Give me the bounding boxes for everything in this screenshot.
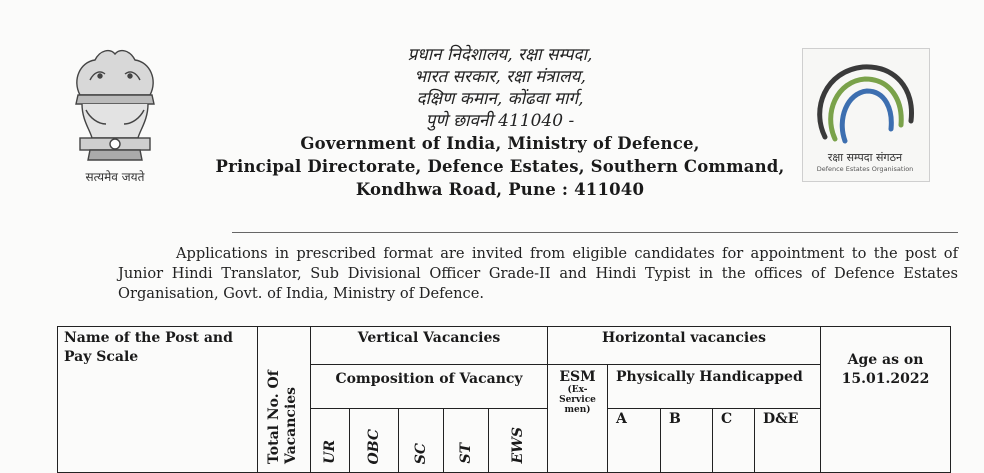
hindi-line-4: पुणे छावनी 411040 - — [425, 111, 575, 131]
age-label: Age as on 15.01.2022 — [841, 352, 930, 387]
english-line-1: Government of India, Ministry of Defence, — [300, 134, 700, 153]
total-vacancies-label: Total No. Of Vacancies — [266, 370, 299, 464]
category-obc — [350, 409, 399, 473]
hindi-line-1: प्रधान निदेशालय, रक्षा सम्पदा, — [407, 45, 593, 65]
category-st — [444, 409, 489, 473]
ph-category-c: C — [713, 409, 755, 473]
ph-header: Physically Handicapped — [608, 365, 821, 409]
deo-english-name: Defence Estates Organisation — [816, 165, 914, 173]
composition-header: Composition of Vacancy — [311, 365, 548, 409]
english-line-2: Principal Directorate, Defence Estates, Southern Command, — [215, 157, 785, 176]
letterhead — [200, 44, 800, 201]
esm-header — [548, 365, 608, 473]
category-ews — [489, 409, 548, 473]
category-obc-label: OBC — [366, 428, 382, 464]
hindi-line-2: भारत सरकार, रक्षा मंत्रालय, — [414, 67, 586, 87]
ph-category-a: A — [608, 409, 661, 473]
deo-caption — [802, 150, 928, 173]
vertical-vacancies-header: Vertical Vacancies — [311, 327, 548, 365]
ph-category-b: B — [661, 409, 713, 473]
age-header — [821, 327, 951, 473]
category-ur — [311, 409, 350, 473]
category-ews-label: EWS — [510, 427, 526, 464]
category-sc-label: SC — [413, 442, 429, 464]
intro-paragraph: Applications in prescribed format are invited from eligible candidates for appointment to the post of Junior Hindi Translator, Sub Divisional Officer Grade-II and Hindi Typist in the offices of Defence Estates Organisation, Govt. of India, Ministry of Defence. — [118, 245, 958, 302]
deo-hindi-name: रक्षा सम्पदा संगठन — [827, 151, 903, 164]
category-ur-label: UR — [322, 440, 338, 464]
ph-category-de: D&E — [755, 409, 821, 473]
category-sc — [399, 409, 444, 473]
esm-sublabel: (Ex-Service men) — [559, 385, 596, 415]
emblem-motto: सत्यमेव जयते — [85, 170, 145, 184]
hindi-line-3: दक्षिण कमान, कोंढवा मार्ग, — [416, 89, 584, 109]
english-line-3: Kondhwa Road, Pune : 411040 — [355, 180, 645, 199]
horizontal-vacancies-header: Horizontal vacancies — [548, 327, 821, 365]
vacancy-table — [57, 326, 951, 473]
total-vacancies-header — [258, 327, 311, 473]
header-divider — [232, 232, 958, 233]
post-header: Name of the Post and Pay Scale — [58, 327, 258, 473]
category-st-label: ST — [458, 443, 474, 464]
esm-label: ESM — [559, 369, 596, 385]
